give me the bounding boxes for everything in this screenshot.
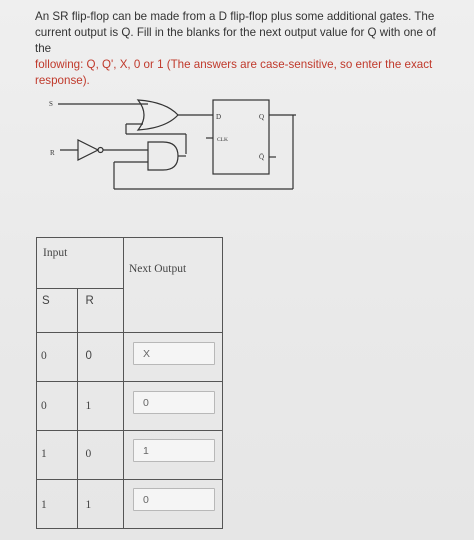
answer-input[interactable]: 1 [133, 439, 215, 462]
question-line-4: response). [35, 74, 90, 87]
r-value: 1 [85, 400, 92, 412]
r-value: 1 [85, 499, 92, 511]
input-header: Input [43, 247, 68, 259]
r-value-cell [78, 382, 124, 431]
r-value: 0 [85, 350, 92, 362]
answer-input[interactable]: 0 [133, 391, 215, 414]
answer-cell [124, 333, 223, 382]
r-value: 0 [85, 448, 92, 460]
answer-cell [124, 480, 223, 529]
sr-flip-flop-circuit-diagram [38, 92, 308, 202]
s-value: 1 [41, 448, 47, 460]
s-header-cell [37, 289, 78, 333]
s-value: 0 [41, 400, 47, 412]
question-line-1: An SR flip-flop can be made from a D flip-flop plus some additional gates. The [35, 10, 435, 23]
question-text [35, 9, 455, 89]
s-header: S [42, 295, 50, 307]
answer-input[interactable]: X [133, 342, 215, 365]
table-row [37, 333, 223, 382]
table-row [37, 431, 223, 480]
answer-input[interactable]: 0 [133, 488, 215, 511]
r-header: R [85, 295, 94, 307]
question-line-3: following: Q, Q', X, 0 or 1 (The answers are case-sensitive, so enter the exact [35, 58, 433, 71]
circuit-s-label: S [49, 100, 53, 108]
s-value-cell [37, 480, 78, 529]
table-row [37, 382, 223, 431]
s-value-cell [37, 431, 78, 480]
answer-cell [124, 431, 223, 480]
table-row [37, 480, 223, 529]
next-output-header: Next Output [129, 263, 187, 275]
answer-cell [124, 382, 223, 431]
s-value: 1 [41, 499, 47, 511]
circuit-clk-label: CLK [217, 137, 228, 143]
truth-table [36, 237, 223, 529]
s-value-cell [37, 333, 78, 382]
r-header-cell [78, 289, 124, 333]
circuit-r-label: R [50, 149, 55, 157]
r-value-cell [78, 480, 124, 529]
and-gate [148, 142, 178, 170]
r-value-cell [78, 431, 124, 480]
s-value: 0 [41, 350, 47, 362]
r-value-cell [78, 333, 124, 382]
circuit-q-label: Q [259, 113, 265, 121]
not-gate [78, 140, 98, 160]
circuit-qbar-label: Q̄ [259, 153, 265, 161]
input-header-cell [37, 238, 124, 289]
question-line-2: current output is Q. Fill in the blanks for the next output value for Q with one of the [35, 26, 436, 55]
next-output-header-cell [124, 238, 223, 333]
s-value-cell [37, 382, 78, 431]
circuit-d-label: D [216, 113, 222, 121]
